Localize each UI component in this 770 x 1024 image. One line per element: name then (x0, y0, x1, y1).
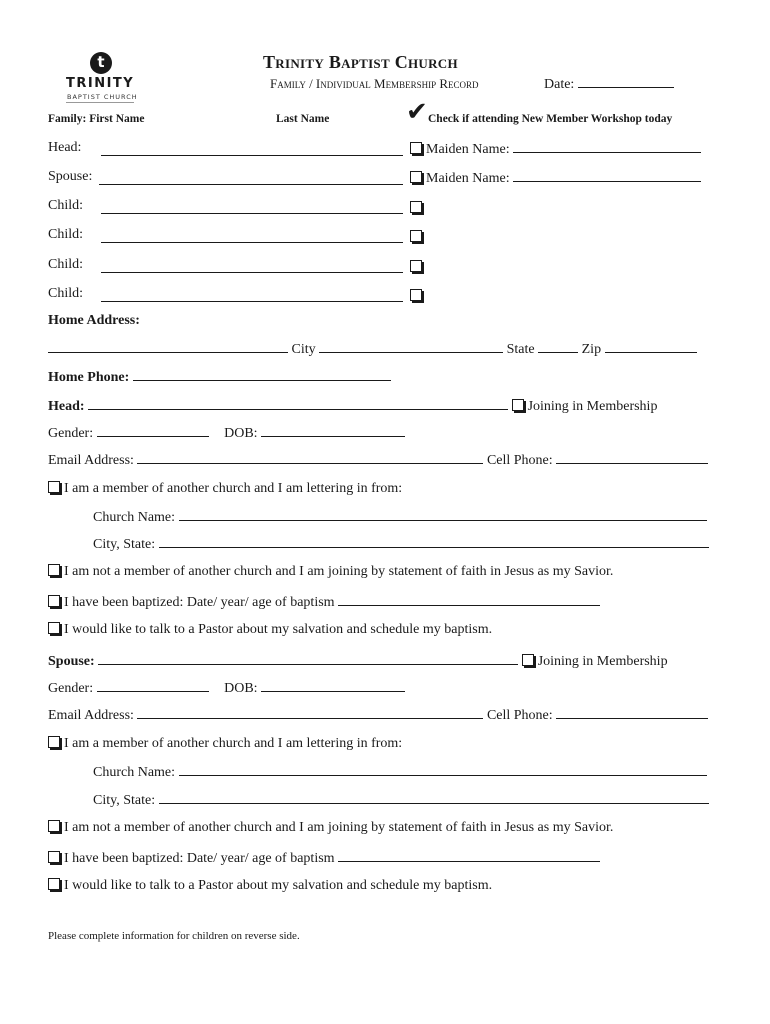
date-field[interactable] (544, 75, 674, 93)
zip-blank[interactable] (605, 340, 697, 353)
head-maiden-blank[interactable] (513, 140, 701, 153)
baptism-date-blank[interactable] (338, 593, 600, 606)
child-workshop-checkbox[interactable] (410, 289, 422, 301)
family-head-name-blank[interactable] (101, 143, 403, 156)
head-name-field[interactable] (48, 397, 657, 415)
email-label: Email Address: (48, 708, 134, 723)
family-head-label: Head: (48, 140, 82, 155)
email-blank[interactable] (137, 706, 483, 719)
baptism-date-blank[interactable] (338, 849, 600, 862)
logo-divider (66, 102, 134, 103)
not-member-label: I am not a member of another church and I am joining by statement of faith in Jesus as my Savior. (64, 564, 614, 579)
child-label: Child: (48, 227, 84, 242)
spouse-church-name[interactable] (93, 763, 707, 781)
spouse-joining-checkbox[interactable] (522, 654, 534, 666)
page-subtitle: Family / Individual Membership Record (270, 76, 479, 91)
city-state-label: City, State: (93, 537, 156, 552)
member-other-checkbox[interactable] (48, 481, 60, 493)
spouse-name-field[interactable] (48, 652, 668, 670)
not-member-label: I am not a member of another church and I am joining by statement of faith in Jesus as my Savior. (64, 820, 614, 835)
state-blank[interactable] (538, 340, 578, 353)
pastor-label: I would like to talk to a Pastor about my salvation and schedule my baptism. (64, 878, 493, 893)
church-name-blank[interactable] (179, 763, 707, 776)
spouse-gender-dob[interactable] (48, 679, 405, 697)
baptized-label: I have been baptized: Date/ year/ age of baptism (64, 851, 335, 866)
spouse-name-blank[interactable] (98, 652, 518, 665)
child-name-blank[interactable] (101, 260, 403, 273)
logo-name: TRINITY (66, 76, 135, 91)
joining-label: Joining in Membership (537, 654, 668, 669)
head-church-name[interactable] (93, 508, 707, 526)
zip-label: Zip (581, 342, 602, 357)
maiden-label: Maiden Name: (426, 171, 510, 186)
head-label: Head: (48, 399, 85, 414)
child-name-blank[interactable] (101, 201, 403, 214)
head-name-blank[interactable] (88, 397, 508, 410)
head-joining-checkbox[interactable] (512, 399, 524, 411)
joining-label: Joining in Membership (527, 399, 658, 414)
date-label: Date: (544, 77, 575, 92)
logo-subname: BAPTIST CHURCH (67, 93, 138, 101)
email-blank[interactable] (137, 451, 483, 464)
member-other-label: I am a member of another church and I am lettering in from: (64, 481, 403, 496)
col-workshop: Check if attending New Member Workshop today (428, 113, 673, 125)
footer-note: Please complete information for children on reverse side. (48, 930, 300, 942)
col-last-name: Last Name (276, 113, 330, 125)
home-phone-blank[interactable] (133, 368, 391, 381)
family-spouse-name-blank[interactable] (99, 172, 403, 185)
maiden-label: Maiden Name: (426, 142, 510, 157)
member-other-label: I am a member of another church and I am lettering in from: (64, 736, 403, 751)
dob-label: DOB: (224, 681, 258, 696)
home-phone-field[interactable] (48, 368, 391, 386)
spouse-workshop-checkbox[interactable] (410, 171, 422, 183)
church-name-label: Church Name: (93, 510, 176, 525)
page-title: Trinity Baptist Church (263, 52, 458, 72)
not-member-checkbox[interactable] (48, 820, 60, 832)
head-not-member[interactable] (48, 564, 613, 580)
col-first-name: Family: First Name (48, 113, 145, 125)
gender-label: Gender: (48, 426, 94, 441)
email-label: Email Address: (48, 453, 134, 468)
spouse-baptized[interactable] (48, 849, 600, 867)
state-label: State (506, 342, 535, 357)
child-workshop-checkbox[interactable] (410, 260, 422, 272)
date-blank[interactable] (578, 75, 674, 88)
family-spouse-label: Spouse: (48, 169, 93, 184)
spouse-member-other[interactable] (48, 736, 402, 752)
gender-blank[interactable] (97, 679, 209, 692)
cell-label: Cell Phone: (486, 708, 553, 723)
cell-blank[interactable] (556, 706, 708, 719)
dob-blank[interactable] (261, 679, 405, 692)
spouse-city-state[interactable] (93, 791, 709, 809)
child-name-blank[interactable] (101, 289, 403, 302)
head-pastor[interactable] (48, 622, 492, 638)
head-city-state[interactable] (93, 535, 709, 553)
gender-label: Gender: (48, 681, 94, 696)
head-baptized[interactable] (48, 593, 600, 611)
gender-blank[interactable] (97, 424, 209, 437)
spouse-not-member[interactable] (48, 820, 613, 836)
checkmark-icon: ✔ (406, 97, 428, 127)
spouse-maiden-blank[interactable] (513, 169, 701, 182)
child-label: Child: (48, 286, 84, 301)
city-state-label: City, State: (93, 793, 156, 808)
baptized-checkbox[interactable] (48, 595, 60, 607)
baptized-label: I have been baptized: Date/ year/ age of baptism (64, 595, 335, 610)
not-member-checkbox[interactable] (48, 564, 60, 576)
spouse-pastor[interactable] (48, 878, 492, 894)
spouse-maiden-field[interactable] (410, 169, 701, 187)
city-state-blank[interactable] (159, 791, 709, 804)
cell-blank[interactable] (556, 451, 708, 464)
church-logo-icon: t (90, 52, 112, 74)
member-other-checkbox[interactable] (48, 736, 60, 748)
head-workshop-checkbox[interactable] (410, 142, 422, 154)
street-blank[interactable] (48, 340, 288, 353)
child-label: Child: (48, 198, 84, 213)
child-workshop-checkbox[interactable] (410, 230, 422, 242)
head-member-other[interactable] (48, 481, 402, 497)
home-phone-label: Home Phone: (48, 370, 130, 385)
child-workshop-checkbox[interactable] (410, 201, 422, 213)
city-state-blank[interactable] (159, 535, 709, 548)
pastor-checkbox[interactable] (48, 878, 60, 890)
church-name-label: Church Name: (93, 765, 176, 780)
cell-label: Cell Phone: (486, 453, 553, 468)
city-blank[interactable] (319, 340, 503, 353)
child-label: Child: (48, 257, 84, 272)
address-line[interactable] (48, 340, 697, 358)
pastor-checkbox[interactable] (48, 622, 60, 634)
city-label: City (291, 342, 316, 357)
home-address-label: Home Address: (48, 313, 140, 328)
child-name-blank[interactable] (101, 230, 403, 243)
head-gender-dob[interactable] (48, 424, 405, 442)
head-email-cell[interactable] (48, 451, 708, 469)
baptized-checkbox[interactable] (48, 851, 60, 863)
pastor-label: I would like to talk to a Pastor about my salvation and schedule my baptism. (64, 622, 493, 637)
dob-blank[interactable] (261, 424, 405, 437)
dob-label: DOB: (224, 426, 258, 441)
spouse-label: Spouse: (48, 654, 95, 669)
head-maiden-field[interactable] (410, 140, 701, 158)
spouse-email-cell[interactable] (48, 706, 708, 724)
church-name-blank[interactable] (179, 508, 707, 521)
